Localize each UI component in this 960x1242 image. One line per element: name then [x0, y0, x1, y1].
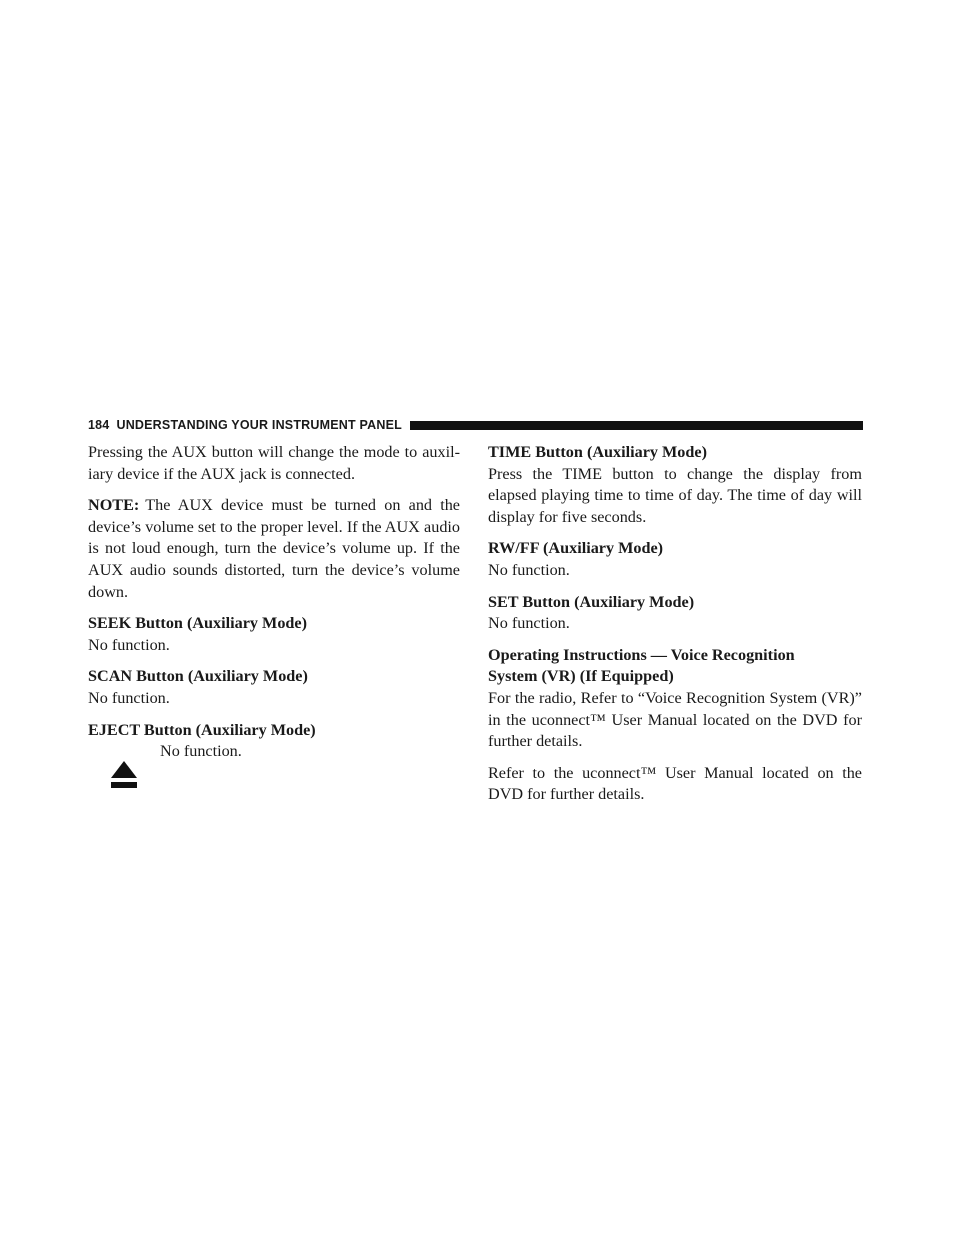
- rwff-text: No function.: [488, 560, 570, 579]
- note-paragraph: [88, 495, 460, 603]
- set-text: No function.: [488, 614, 570, 633]
- seek-text: No function.: [88, 635, 170, 654]
- vr-heading-line2: System (VR) (If Equipped): [488, 667, 674, 686]
- scan-text: No function.: [88, 688, 170, 707]
- seek-heading: SEEK Button (Auxiliary Mode): [88, 614, 307, 633]
- note-label: NOTE:: [88, 496, 140, 515]
- right-column: [488, 442, 862, 816]
- header-rule: [410, 421, 863, 430]
- note-text: The AUX device must be turned on and the device’s volume set to the proper level. If the AUX audio is not loud enough, turn the device’s volume up. If the AUX audio sounds distorted, turn the device’s volume down.: [88, 496, 460, 601]
- vr-text: For the radio, Refer to “Voice Recognition System (VR)” in the uconnect™ User Manual located on the DVD for further details.: [488, 688, 862, 751]
- vr-heading-line1: Operating Instructions — Voice Recognition: [488, 645, 795, 664]
- left-column: [88, 442, 460, 797]
- section-title: UNDERSTANDING YOUR INSTRUMENT PANEL: [116, 418, 402, 432]
- eject-text: No function.: [160, 742, 242, 761]
- eject-icon: [110, 759, 138, 791]
- rwff-heading: RW/FF (Auxiliary Mode): [488, 539, 664, 558]
- time-heading: TIME Button (Auxiliary Mode): [488, 443, 707, 461]
- eject-heading: EJECT Button (Auxiliary Mode): [88, 720, 316, 739]
- aux-intro-paragraph: Pressing the AUX button will change the mode to auxil-iary device if the AUX jack is connected.: [88, 443, 460, 483]
- eject-row: [88, 741, 460, 797]
- page-number: 184: [88, 418, 110, 432]
- set-heading: SET Button (Auxiliary Mode): [488, 592, 695, 611]
- page-header: [88, 418, 863, 432]
- scan-heading: SCAN Button (Auxiliary Mode): [88, 667, 308, 686]
- time-text: Press the TIME button to change the display from elapsed playing time to time of day. The time of day will display for five seconds.: [488, 464, 862, 526]
- refer-text: Refer to the uconnect™ User Manual located on the DVD for further details.: [488, 763, 862, 804]
